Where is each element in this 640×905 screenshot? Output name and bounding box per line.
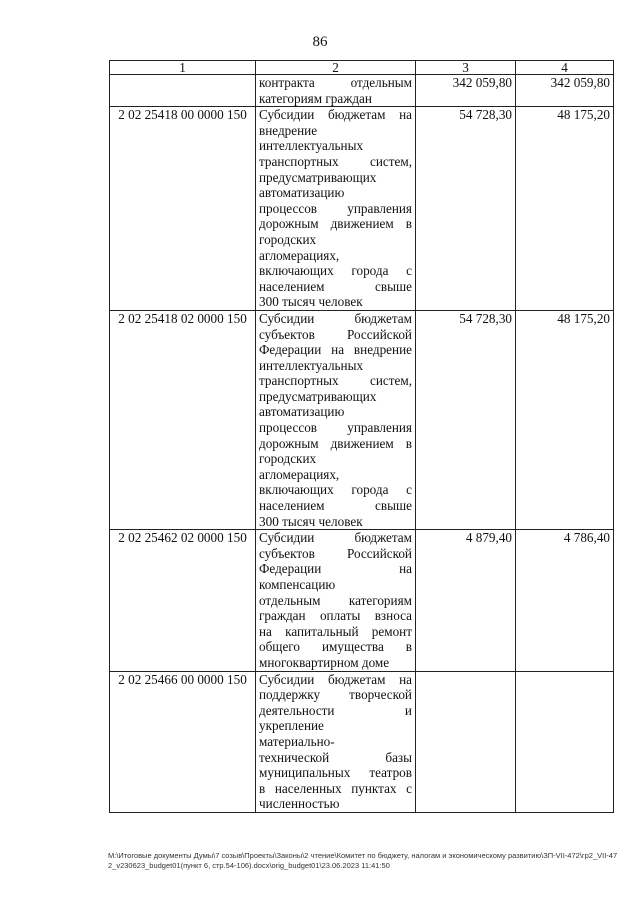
description-line: дорожным движением в (259, 216, 412, 232)
table-row (110, 530, 614, 671)
table-row (110, 671, 614, 812)
description-line: Субсидии бюджетам на (259, 671, 412, 687)
description-line: укрепление (259, 718, 324, 734)
amount-col3-cell: 342 059,80 (416, 75, 516, 107)
description-line: населением свыше (259, 498, 412, 514)
table-row (110, 310, 614, 529)
description-line: технической базы (259, 749, 412, 765)
description-line: на капитальный ремонт (259, 623, 412, 639)
document-footer-path: M:\Итоговые документы Думы\7 созыв\Проекты\Законы\2 чтение\Комитет по бюджету, налогам и экономическому развитию\ЗП-VII-472\гр2_VII-472_v230623_budget01(пункт 6, стр.54-106).docx\orig_budget01\23.06.2023 11:41:50 (108, 851, 618, 870)
description-cell (256, 310, 416, 529)
description-line: процессов управления (259, 200, 412, 216)
description-cell (256, 107, 416, 311)
header-col-1: 1 (110, 61, 256, 75)
description-line: многоквартирном доме (259, 654, 390, 670)
budget-code-cell: 2 02 25466 00 0000 150 (110, 671, 256, 812)
description-line: контракта отдельным (259, 75, 412, 90)
description-line: внедрение (259, 122, 318, 138)
description-line: муниципальных театров (259, 765, 412, 781)
description-line: транспортных систем, (259, 153, 412, 169)
description-line: материально- (259, 733, 335, 749)
amount-col4-cell: 4 786,40 (516, 530, 614, 671)
header-col-3: 3 (416, 61, 516, 75)
amount-col3-cell: 4 879,40 (416, 530, 516, 671)
description-line: категориям граждан (259, 90, 372, 106)
description-line: включающих города с (259, 482, 412, 498)
amount-col4-cell: 48 175,20 (516, 310, 614, 529)
description-line: предусматривающих (259, 388, 377, 404)
description-line: агломерациях, (259, 466, 340, 482)
amount-col3-cell (416, 671, 516, 812)
description-line: автоматизацию (259, 185, 345, 201)
description-line: агломерациях, (259, 247, 340, 263)
description-cell (256, 530, 416, 671)
description-line: субъектов Российской (259, 545, 412, 561)
description-line: Федерации на внедрение (259, 342, 412, 358)
amount-col4-cell: 342 059,80 (516, 75, 614, 107)
description-cell (256, 75, 416, 107)
amount-col3-cell: 54 728,30 (416, 107, 516, 311)
budget-code-cell (110, 75, 256, 107)
description-line: отдельным категориям (259, 592, 412, 608)
description-line: городских (259, 451, 317, 467)
description-line: дорожным движением в (259, 435, 412, 451)
page-number: 86 (312, 34, 328, 50)
budget-table (109, 60, 614, 813)
description-line: транспортных систем, (259, 373, 412, 389)
description-line: общего имущества в (259, 639, 412, 655)
description-line: численностью (259, 796, 340, 812)
description-line: граждан оплаты взноса (259, 608, 412, 624)
description-line: 300 тысяч человек (259, 513, 363, 529)
amount-col3-cell: 54 728,30 (416, 310, 516, 529)
description-line: населением свыше (259, 278, 412, 294)
description-line: Субсидии бюджетам на (259, 107, 412, 123)
description-line: предусматривающих (259, 169, 377, 185)
budget-code-cell: 2 02 25418 00 0000 150 (110, 107, 256, 311)
description-line: городских (259, 231, 317, 247)
description-line: поддержку творческой (259, 687, 412, 703)
description-line: процессов управления (259, 420, 412, 436)
description-cell (256, 671, 416, 812)
amount-col4-cell (516, 671, 614, 812)
header-col-4: 4 (516, 61, 614, 75)
table-row (110, 107, 614, 311)
description-line: Субсидии бюджетам (259, 530, 412, 546)
description-line: в населенных пунктах с (259, 780, 412, 796)
budget-code-cell: 2 02 25418 02 0000 150 (110, 310, 256, 529)
table-header-row (110, 61, 614, 75)
description-line: компенсацию (259, 577, 336, 592)
table-row (110, 75, 614, 107)
description-line: интеллектуальных (259, 138, 364, 154)
description-line: 300 тысяч человек (259, 294, 363, 310)
amount-col4-cell: 48 175,20 (516, 107, 614, 311)
header-col-2: 2 (256, 61, 416, 75)
description-line: деятельности и (259, 702, 412, 718)
description-line: Федерации на (259, 561, 412, 577)
budget-code-cell: 2 02 25462 02 0000 150 (110, 530, 256, 671)
description-line: автоматизацию (259, 404, 345, 420)
description-line: включающих города с (259, 263, 412, 279)
description-line: интеллектуальных (259, 357, 364, 373)
description-line: субъектов Российской (259, 326, 412, 342)
description-line: Субсидии бюджетам (259, 310, 412, 326)
